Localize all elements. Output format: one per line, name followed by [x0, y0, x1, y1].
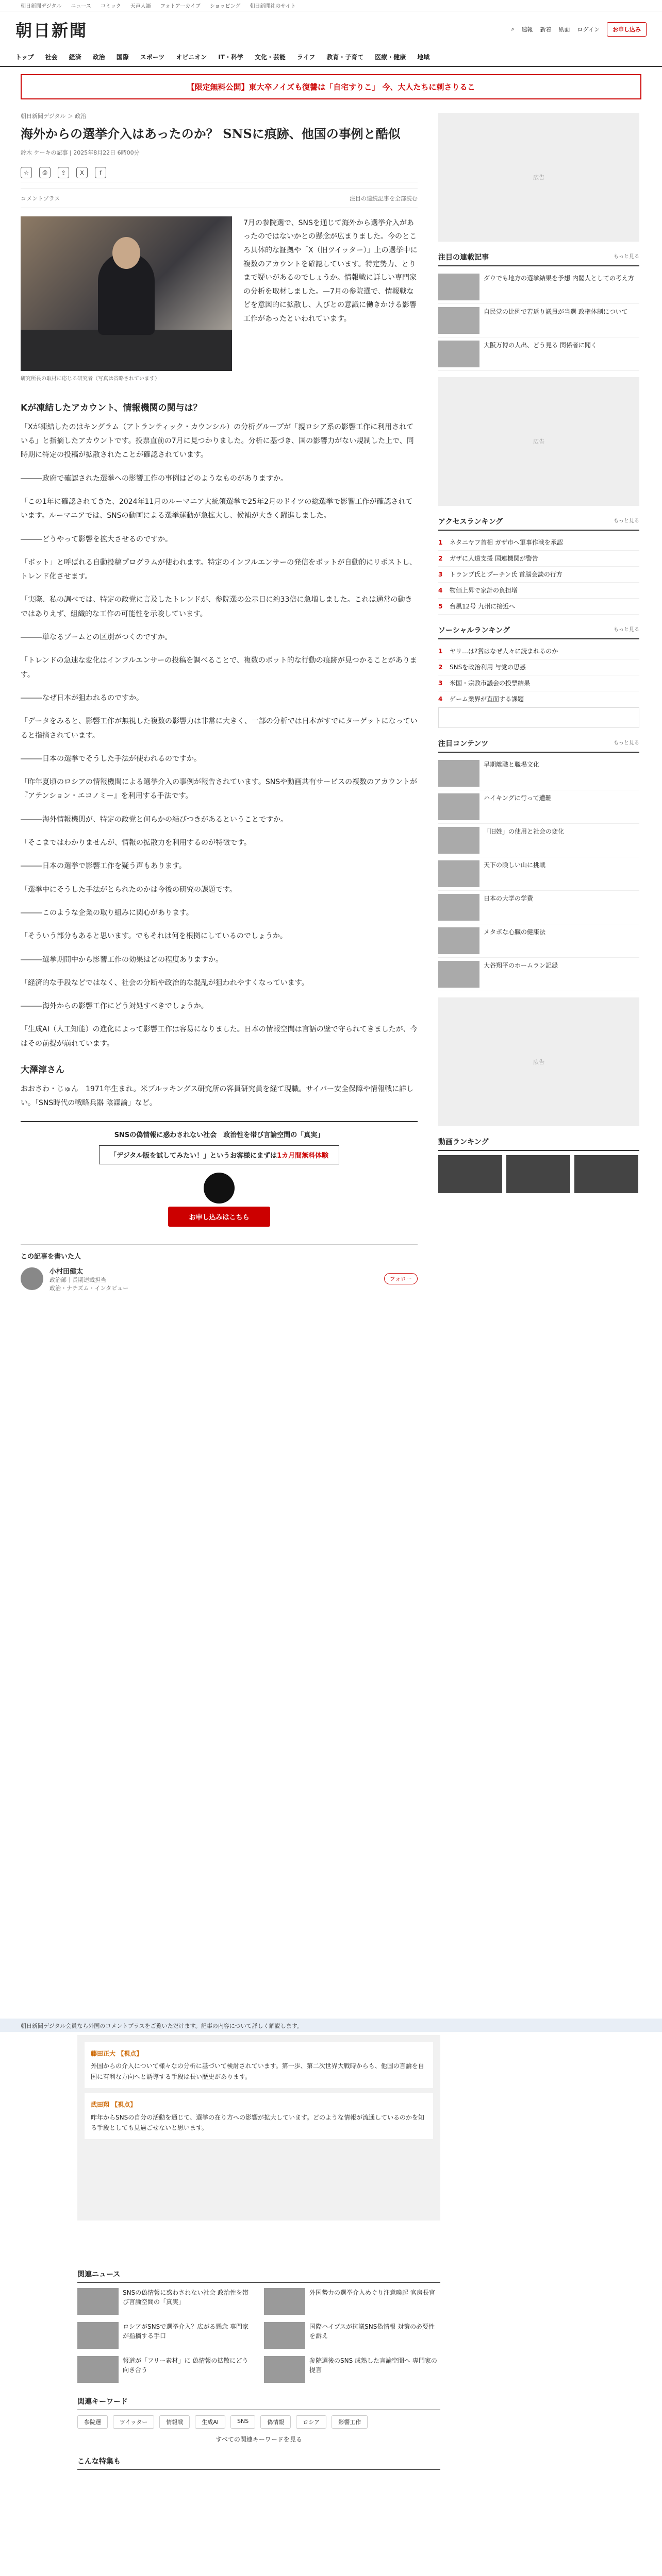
- related-item[interactable]: [264, 2288, 440, 2316]
- comment-plus-label[interactable]: コメントプラス: [21, 195, 60, 202]
- rank-number: 1: [438, 648, 443, 655]
- article-paragraph: ―――単なるブームとの区別がつくのですか。: [21, 633, 172, 642]
- article-paragraph: ―――このような企業の取り組みに関心があります。: [21, 908, 193, 917]
- nav-item[interactable]: トップ: [15, 53, 34, 61]
- nav-item[interactable]: オピニオン: [176, 53, 207, 61]
- topics-text[interactable]: 「旧姓」の使用と社会の変化: [484, 828, 565, 835]
- topics-text[interactable]: 大谷翔平のホームラン記録: [484, 962, 558, 969]
- social-item[interactable]: [438, 675, 639, 691]
- video-thumb[interactable]: [574, 1155, 638, 1193]
- nav-item[interactable]: 医療・健康: [375, 53, 406, 61]
- related-title[interactable]: 外国勢力の選挙介入めぐり注意喚起 官房長官: [309, 2289, 435, 2296]
- article-paragraph: ―――海外情報機関が、特定の政党と何らかの結びつきがあるということですか。: [21, 815, 288, 824]
- rank-number: 4: [438, 587, 443, 594]
- comment-text: 外国からの介入について様々なの分析に基づいて検討されています。第一歩、第二次世界大戦時からも、他国の言論を自国に有利な方向へと誘導する手段は長い歴史があります。: [91, 2062, 424, 2080]
- topics-item[interactable]: [438, 857, 639, 891]
- cta-title: SNSの偽情報に惑わされない社会 政治性を帯び言論空間の「真実」: [114, 1131, 324, 1139]
- avatar[interactable]: [21, 1267, 43, 1290]
- lower-content: [77, 2257, 440, 2576]
- article-paragraph: 「この1年に確認されてきた、2024年11月のルーマニア大統領選挙で25年2月のドイツの総選挙で影響工作が確認されています。ルーマニアでは、SNSの動画による選挙運動が急拡大し、候補が大きく躍進しました。: [21, 497, 413, 520]
- comment-card: [85, 2042, 433, 2088]
- popular-area: [77, 2475, 440, 2576]
- related-item[interactable]: [77, 2322, 254, 2350]
- topics-thumb: [438, 927, 479, 954]
- related-item[interactable]: [77, 2356, 254, 2384]
- topics-text[interactable]: 日本の大学の学費: [484, 895, 534, 902]
- social-heading: [438, 622, 639, 639]
- social-text[interactable]: SNSを政治利用 与党の思惑: [450, 664, 526, 671]
- header-link[interactable]: 速報: [521, 26, 533, 33]
- print-icon[interactable]: ⎙: [39, 167, 51, 178]
- byline: 鈴木 ケーキの記事 | 2025年8月22日 6時00分: [21, 149, 140, 156]
- comment-panel: [77, 2035, 440, 2221]
- nav-item[interactable]: 教育・子育て: [326, 53, 364, 61]
- related-title[interactable]: ロシアがSNSで選挙介入？広がる懸念 専門家が指摘する手口: [123, 2323, 249, 2340]
- rank-number: 1: [438, 539, 443, 546]
- global-nav: [0, 47, 662, 67]
- editors-text[interactable]: 自民党の比例で若返り議員が当選 政権体制について: [484, 308, 628, 315]
- topics-item[interactable]: [438, 790, 639, 824]
- cta-box-highlight: 1カ月間無料体験: [277, 1151, 329, 1160]
- access-item[interactable]: [438, 551, 639, 567]
- nav-item[interactable]: 社会: [45, 53, 58, 61]
- article-photo: [21, 216, 232, 371]
- related-thumb: [77, 2322, 119, 2349]
- article-paragraph: ―――政府で確認された選挙への影響工作の事例はどのようなものがありますか。: [21, 474, 288, 483]
- related-thumb: [77, 2288, 119, 2315]
- social-text[interactable]: ヤリ…は?賞はなぜ人々に読まれるのか: [450, 648, 558, 655]
- topics-item[interactable]: [438, 924, 639, 958]
- social-item[interactable]: [438, 659, 639, 675]
- header-link[interactable]: ログイン: [577, 26, 600, 33]
- article-paragraph: 「トレンドの急速な変化はインフルエンサーの投稿を調べることで、複数のボット的な行動の痕跡が見つかることがあります。: [21, 656, 417, 679]
- popular-heading: こんな特集も: [77, 2456, 440, 2470]
- article-paragraph: 「実際、私の調べでは、特定の政党に言及したトレンドが、参院選の公示日に約33倍に急増しました。これは通常の動きではありえず、組織的な工作の可能性を示唆しています。: [21, 596, 412, 618]
- video-title: 動画ランキング: [438, 1138, 489, 1146]
- profile-text: おおさわ・じゅん 1971年生まれ。米ブルッキングス研究所の客員研究員を経て現職。サイバー安全保障や情報戦に詳しい。「SNS時代の戦略兵器 陰謀論」など。: [21, 1085, 414, 1108]
- top-utility-bar: [0, 0, 662, 11]
- video-row: [438, 1155, 639, 1193]
- comment-name[interactable]: 藤田正大: [91, 2050, 116, 2057]
- topbar-link[interactable]: 天声人語: [130, 4, 151, 9]
- topics-thumb: [438, 961, 479, 988]
- profile-heading: 大澤淳さん: [21, 1065, 64, 1075]
- article-paragraph: ―――選挙期間中から影響工作の効果はどの程度ありますか。: [21, 955, 223, 964]
- topics-thumb: [438, 793, 479, 820]
- topbar-link[interactable]: コミック: [100, 4, 121, 9]
- subscribe-cta: [21, 1121, 418, 1234]
- bookmark-icon[interactable]: ☆: [21, 167, 32, 178]
- nav-item[interactable]: スポーツ: [140, 53, 165, 61]
- article-paragraph: 「データをみると、影響工作が無視した複数の影響力は非常に大きく、一部の分析では日本がすでにターゲットになっていると指摘されています。: [21, 717, 418, 740]
- social-text[interactable]: 米国・宗教市議会の投票結果: [450, 680, 531, 687]
- nav-item[interactable]: 経済: [69, 53, 81, 61]
- editors-text[interactable]: ダウでも地方の選挙結果を予想 内閣人としての考え方: [484, 275, 634, 282]
- article-paragraph: 「経済的な手段などではなく、社会の分断や政治的な混乱が狙われやすくなっています。: [21, 978, 309, 987]
- author-role: 政治部｜長期連載担当: [49, 1276, 106, 1283]
- comment-plus-link[interactable]: 注目の連続記事を全部読む: [350, 195, 418, 202]
- editors-item[interactable]: [438, 270, 639, 304]
- article-paragraph: 「ボット」と呼ばれる自動投稿プログラムが使われます。特定のインフルエンサーの発信をボットが自動的にリポストし、トレンド化させます。: [21, 558, 417, 581]
- related-thumb: [264, 2322, 305, 2349]
- related-item[interactable]: [264, 2356, 440, 2384]
- access-text[interactable]: ネタニヤフ首相 ガザ市へ軍事作戦を承認: [450, 539, 563, 546]
- ad-slot: 広告: [438, 377, 639, 506]
- social-title: ソーシャルランキング: [438, 626, 510, 635]
- article-body: [21, 420, 418, 1051]
- video-thumb[interactable]: [506, 1155, 570, 1193]
- comment-author[interactable]: [91, 2048, 427, 2059]
- keyword-tag[interactable]: ロシア: [296, 2415, 326, 2429]
- access-text[interactable]: トランプ氏とプーチン氏 首脳会談の行方: [450, 571, 562, 578]
- topics-title: 注目コンテンツ: [438, 740, 489, 748]
- cta-box: [99, 1145, 339, 1164]
- topics-text[interactable]: メタボな心臓の健康法: [484, 928, 546, 936]
- photo-caption: 研究所長の取材に応じる研究者（写真は省略されています）: [21, 376, 160, 382]
- keywords-heading: 関連キーワード: [77, 2396, 440, 2410]
- nav-item[interactable]: 国際: [116, 53, 129, 61]
- nav-item[interactable]: 地域: [417, 53, 430, 61]
- topics-item[interactable]: [438, 824, 639, 857]
- access-more-link[interactable]: もっと見る: [614, 518, 639, 524]
- topics-text[interactable]: 天下の険しい山に挑戦: [484, 861, 546, 869]
- rank-number: 2: [438, 664, 443, 671]
- header-link[interactable]: 紙面: [558, 26, 570, 33]
- comment-tag: 【視点】: [118, 2050, 143, 2057]
- follow-button[interactable]: フォロー: [384, 1273, 418, 1284]
- comment-plus-bar: [21, 189, 418, 208]
- editors-more-link[interactable]: もっと見る: [614, 254, 639, 260]
- author-heading: この記事を書いた人: [21, 1252, 81, 1261]
- keyword-tag[interactable]: 参院選: [77, 2415, 108, 2429]
- related-thumb: [77, 2356, 119, 2383]
- topbar-link[interactable]: ニュース: [71, 4, 91, 9]
- article-paragraph: 「選挙中にそうした手法がとられたのかは今後の研究の課題です。: [21, 885, 237, 894]
- editors-item[interactable]: [438, 337, 639, 371]
- share-icon[interactable]: ⇪: [58, 167, 69, 178]
- article-paragraph: ―――日本の選挙でそうした手法が使われるのですか。: [21, 754, 201, 763]
- mascot-icon: [204, 1173, 235, 1204]
- comment-name[interactable]: 武田翔: [91, 2101, 110, 2109]
- comment-text: 昨年からSNSの自分の活動を通じて、選挙の在り方への影響が拡大しています。どのような情報が流通しているのかを知る手段としても見過ごせないと思います。: [91, 2113, 425, 2131]
- access-item[interactable]: [438, 599, 639, 615]
- topics-thumb: [438, 860, 479, 887]
- article-paragraph: ―――なぜ日本が狙われるのですか。: [21, 693, 143, 702]
- site-logo[interactable]: 朝日新聞: [15, 21, 88, 40]
- member-banner: 朝日新聞デジタル会員なら外国のコメントプラスをご覧いただけます。記事の内容について詳しく解説します。: [0, 2019, 662, 2032]
- video-thumb[interactable]: [438, 1155, 502, 1193]
- keyword-tag[interactable]: ツイッター: [113, 2415, 154, 2429]
- nav-item[interactable]: IT・科学: [218, 53, 243, 61]
- article-paragraph: 「Xが凍結したのはキングラム（アトランティック・カウンシル）の分析グループが「親ロシア系の影響工作に利用されている」と指摘したアカウントです。投票直前の7月に見つかりました。分析に基づき、国の影響力がない規制した上で、同時期に特定の投稿が拡散されたことが確認されています。: [21, 422, 414, 460]
- article-title: 海外からの選挙介入はあったのか？ SNSに痕跡、他国の事例と酷似: [21, 126, 401, 141]
- keywords-more-link[interactable]: すべての関連キーワードを見る: [216, 2436, 302, 2443]
- related-thumb: [264, 2356, 305, 2383]
- cta-box-text: 「デジタル版を試してみたい！」というお客様にまずは: [109, 1151, 277, 1160]
- article-lead: 7月の参院選で、SNSを通じて海外から選挙介入があったのではないかとの懸念が広まりました。今のところ具体的な証拠や「X（旧ツイッター）」上の選挙中に複数のアカウントを確認しています。特定勢力、とりまで疑いがあるのでしょうか。情報戦に詳しい専門家の分析を取材しました。—7月の参院選で、情報戦などを意図的に拡散し、人びとの意識に働きかける影響工作があったといわれています。: [243, 218, 418, 323]
- related-title[interactable]: 報道が「フリー素材」に 偽情報の拡散にどう向き合う: [123, 2357, 249, 2374]
- keyword-tag[interactable]: 影響工作: [332, 2415, 368, 2429]
- social-item[interactable]: [438, 643, 639, 659]
- access-text[interactable]: 台風12号 九州に接近へ: [450, 603, 516, 610]
- related-heading: 関連ニュース: [77, 2269, 440, 2283]
- access-heading: [438, 513, 639, 531]
- facebook-widget[interactable]: [438, 707, 639, 728]
- article-paragraph: 「そういう部分もあると思います。でもそれは何を根拠にしているのでしょうか。: [21, 932, 287, 941]
- access-item[interactable]: [438, 567, 639, 583]
- article-paragraph: 「生成AI（人工知能）の進化によって影響工作は容易になりました。日本の情報空間は言語の壁で守られてきましたが、今はその前提が崩れています。: [21, 1025, 418, 1048]
- header-link[interactable]: 新着: [540, 26, 552, 33]
- breadcrumb[interactable]: 朝日新聞デジタル ＞ 政治: [21, 113, 87, 120]
- editors-item[interactable]: [438, 304, 639, 337]
- comment-author[interactable]: [91, 2099, 427, 2110]
- x-share-icon[interactable]: X: [76, 167, 88, 178]
- comment-card: [85, 2093, 433, 2139]
- keyword-tag[interactable]: 情報戦: [159, 2415, 190, 2429]
- access-text[interactable]: 物価上昇で家計の負担増: [450, 587, 518, 594]
- topics-item[interactable]: [438, 891, 639, 924]
- article-paragraph: ―――海外からの影響工作にどう対処すべきでしょうか。: [21, 1002, 208, 1011]
- topics-item[interactable]: [438, 757, 639, 790]
- ad-slot: 広告: [438, 113, 639, 242]
- nav-item[interactable]: ライフ: [296, 53, 316, 61]
- editors-thumb: [438, 341, 479, 367]
- editors-title: 注目の連載記事: [438, 253, 489, 262]
- header-links: [511, 22, 647, 37]
- rank-number: 3: [438, 680, 443, 687]
- access-item[interactable]: [438, 583, 639, 599]
- keyword-tag[interactable]: 生成AI: [195, 2415, 225, 2429]
- editors-thumb: [438, 307, 479, 334]
- comment-tag: 【視点】: [111, 2101, 137, 2109]
- topics-thumb: [438, 760, 479, 787]
- related-title[interactable]: SNSの偽情報に惑わされない社会 政治性を帯び言論空間の「真実」: [123, 2289, 249, 2306]
- section-heading: Kが凍結したアカウント、情報機関の関与は？: [21, 402, 202, 413]
- topbar-link[interactable]: フォトアーカイブ: [160, 4, 201, 9]
- signup-button[interactable]: お申し込み: [607, 22, 647, 37]
- related-thumb: [264, 2288, 305, 2315]
- author-tags: 政治・ナチズム・インタビュー: [49, 1284, 129, 1292]
- editors-thumb: [438, 274, 479, 300]
- topics-item[interactable]: [438, 958, 639, 991]
- author-box: [21, 1244, 418, 1292]
- editors-heading: [438, 249, 639, 266]
- site-header: [0, 11, 662, 47]
- social-text[interactable]: ゲーム業界が直面する課題: [450, 696, 524, 703]
- social-item[interactable]: [438, 691, 639, 707]
- topbar-link[interactable]: 朝日新聞社のサイト: [250, 4, 296, 9]
- subscribe-button[interactable]: お申し込みはこちら: [168, 1207, 270, 1227]
- topics-text[interactable]: 早期離職と職場文化: [484, 761, 540, 768]
- topics-thumb: [438, 894, 479, 921]
- keyword-tag[interactable]: 偽情報: [260, 2415, 291, 2429]
- access-text[interactable]: ガザに人道支援 国連機関が警告: [450, 555, 538, 562]
- topics-text[interactable]: ハイキングに行って遭難: [484, 794, 552, 802]
- sidebar: [438, 107, 639, 2576]
- article-tools: [21, 164, 418, 182]
- article-paragraph: 「そこまではわかりませんが、情報の拡散力を利用するのが特徴です。: [21, 839, 251, 848]
- topics-more-link[interactable]: もっと見る: [614, 740, 639, 746]
- topics-heading: [438, 735, 639, 753]
- related-item[interactable]: [77, 2288, 254, 2316]
- video-heading: [438, 1133, 639, 1151]
- nav-item[interactable]: 政治: [92, 53, 105, 61]
- ad-slot: 広告: [438, 997, 639, 1126]
- rank-number: 5: [438, 603, 443, 610]
- rank-number: 2: [438, 555, 443, 562]
- related-title[interactable]: 国際ハイブスが抗議SNS偽情報 対策の必要性を訴え: [309, 2323, 435, 2340]
- author-name[interactable]: 小村田健太: [49, 1267, 84, 1276]
- editors-text[interactable]: 大阪万博の人出、どう見る 関係者に聞く: [484, 342, 597, 349]
- promo-banner[interactable]: 【限定無料公開】東大卒ノイズも復讐は「自宅すりこ」 今、大人たちに刺さりるこ: [21, 74, 641, 99]
- rank-number: 4: [438, 696, 443, 703]
- facebook-icon[interactable]: f: [95, 167, 106, 178]
- nav-item[interactable]: 文化・芸能: [254, 53, 286, 61]
- related-item[interactable]: [264, 2322, 440, 2350]
- topbar-link[interactable]: 朝日新聞デジタル: [21, 4, 62, 9]
- search-icon[interactable]: ⌕: [511, 26, 515, 32]
- topbar-link[interactable]: ショッピング: [209, 4, 241, 9]
- article-paragraph: ―――日本の選挙で影響工作を疑う声もあります。: [21, 862, 186, 871]
- access-item[interactable]: [438, 535, 639, 551]
- social-more-link[interactable]: もっと見る: [614, 627, 639, 633]
- article-paragraph: ―――どうやって影響を拡大させるのですか。: [21, 535, 172, 544]
- article-paragraph: 「昨年夏頃のロシアの情報機関による選挙介入の事例が報告されています。SNSや動画共有サービスの複数のアカウントが『アテンション・エコノミー』を利用する手法です。: [21, 778, 417, 801]
- keyword-tag[interactable]: SNS: [230, 2415, 255, 2429]
- access-title: アクセスランキング: [438, 518, 503, 526]
- related-title[interactable]: 参院選後のSNS 成熟した言論空間へ 専門家の提言: [309, 2357, 437, 2374]
- rank-number: 3: [438, 571, 443, 578]
- topics-thumb: [438, 827, 479, 854]
